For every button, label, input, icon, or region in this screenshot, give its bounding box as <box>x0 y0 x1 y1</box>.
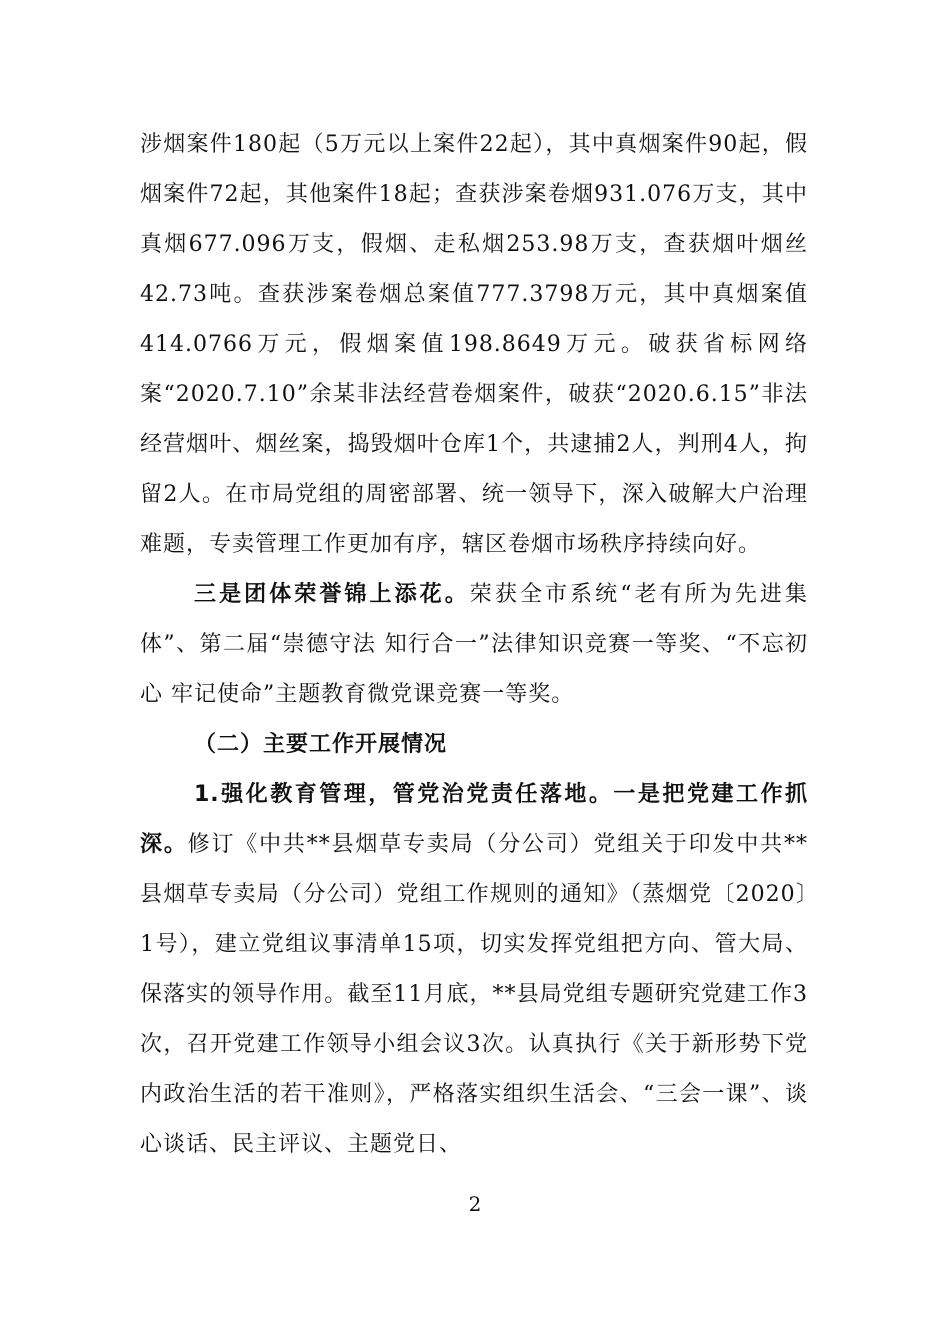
paragraph-text: 荣获全市系统“老有所为先进集体”、第二届“崇德守法 知行合一”法律知识竞赛一等奖、“不忘初心 牢记使命”主题教育微党课竞赛一等奖。 <box>140 582 808 707</box>
page-number: 2 <box>468 1192 482 1216</box>
paragraph-case-statistics <box>140 120 808 570</box>
paragraph-lead: 1.强化教育管理，管党治党责任落地。一是把党建工作抓深。 <box>140 782 808 857</box>
paragraph-text: 修订《中共**县烟草专卖局（分公司）党组关于印发中共**县烟草专卖局（分公司）党组工作规则的通知》（蒸烟党〔2020〕1号），建立党组议事清单15项，切实发挥党组把方向、管大局、保落实的领导作用。截至11月底，**县局党组专题研究党建工作3次，召开党建工作领导小组会议3次。认真执行《关于新形势下党内政治生活的若干准则》，严格落实组织生活会、“三会一课”、谈心谈话、民主评议、主题党日、 <box>140 832 808 1157</box>
paragraph-party-education <box>140 770 808 1170</box>
section-heading: （二）主要工作开展情况 <box>194 732 448 757</box>
paragraph-text: 涉烟案件180起（5万元以上案件22起），其中真烟案件90起，假烟案件72起，其他案件18起；查获涉案卷烟931.076万支，其中真烟677.096万支，假烟、走私烟253.98万支，查获烟叶烟丝42.73吨。查获涉案卷烟总案值777.3798万元，其中真烟案值414.0766万元，假烟案值198.8649万元。破获省标网络案“2020.7.10”余某非法经营卷烟案件，破获“2020.6.15”非法经营烟叶、烟丝案，捣毁烟叶仓库1个，共逮捕2人，判刑4人，拘留2人。在市局党组的周密部署、统一领导下，深入破解大户治理难题，专卖管理工作更加有序，辖区卷烟市场秩序持续向好。 <box>140 132 808 557</box>
paragraph-team-honors <box>140 570 808 720</box>
document-body <box>140 120 808 1170</box>
paragraph-lead: 三是团体荣誉锦上添花。 <box>194 582 470 607</box>
